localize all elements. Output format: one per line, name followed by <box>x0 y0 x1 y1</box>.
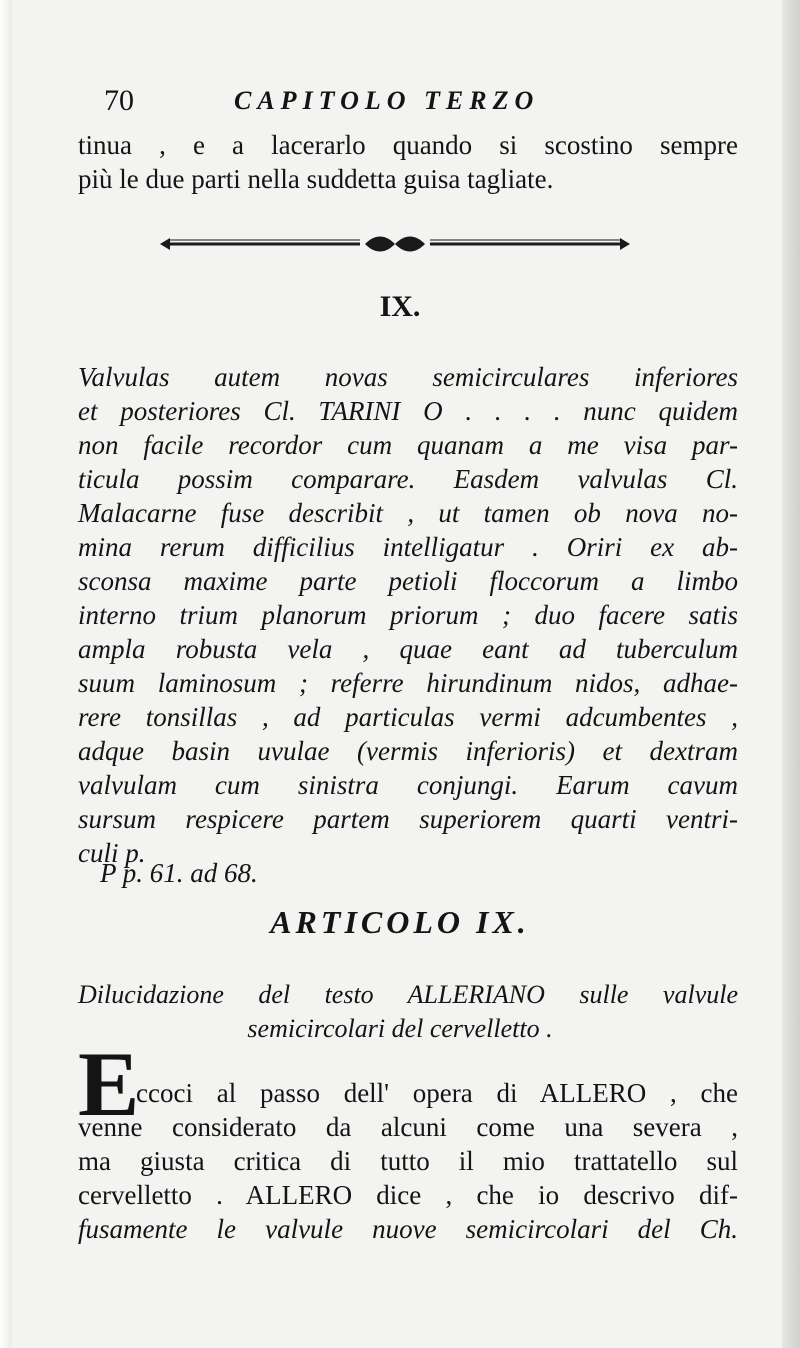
body-line: venne considerato da alcuni come una severa , <box>78 1112 738 1142</box>
page-header <box>104 84 684 124</box>
ornamental-divider <box>160 234 630 254</box>
latin-line: suum laminosum ; referre hirundinum nidos, adhae- <box>78 668 738 698</box>
body-line: cervelletto . ALLERO dice , che io descrivo dif- <box>78 1180 738 1210</box>
body-line: ma giusta critica di tutto il mio trattatello sul <box>78 1146 738 1176</box>
latin-line: sursum respicere partem superiorem quarti ventri- <box>78 804 738 834</box>
latin-line: adque basin uvulae (vermis inferioris) et dextram <box>78 736 738 766</box>
text-line: più le due parti nella suddetta guisa tagliate. <box>78 164 554 194</box>
page-number: 70 <box>104 84 134 117</box>
latin-line: valvulam cum sinistra conjungi. Earum cavum <box>78 770 738 800</box>
latin-line: Valvulas autem novas semicirculares inferiores <box>78 362 738 392</box>
latin-line: sconsa maxime parte petioli floccorum a limbo <box>78 566 738 596</box>
article-subtitle-line: Dilucidazione del testo ALLERIANO sulle valvule <box>78 980 738 1009</box>
latin-line: ampla robusta vela , quae eant ad tuberculum <box>78 634 738 664</box>
drop-cap: E <box>78 1033 140 1135</box>
latin-line: interno trium planorum priorum ; duo facere satis <box>78 600 738 630</box>
page-left-edge <box>0 0 12 1348</box>
text-line: tinua , e a lacerarlo quando si scostino sempre <box>78 130 738 160</box>
running-title: CAPITOLO TERZO <box>234 86 540 115</box>
latin-line: ticula possim comparare. Easdem valvulas Cl. <box>78 464 738 494</box>
article-heading: ARTICOLO IX. <box>270 904 530 940</box>
latin-line: mina rerum difficilius intelligatur . Oriri ex ab- <box>78 532 738 562</box>
article-subtitle-line: semicircolari del cervelletto . <box>247 1014 553 1043</box>
page-right-edge <box>782 0 800 1348</box>
section-number: IX. <box>379 290 421 323</box>
latin-line: non facile recordor cum quanam a me visa par- <box>78 430 738 460</box>
body-line: ccoci al passo dell' opera di ALLERO , che <box>136 1078 738 1108</box>
reference-line: P p. 61. ad 68. <box>100 858 258 888</box>
latin-line: Malacarne fuse describit , ut tamen ob nova no- <box>78 498 738 528</box>
latin-line: rere tonsillas , ad particulas vermi adcumbentes , <box>78 702 738 732</box>
latin-line: et posteriores Cl. TARINI O . . . . nunc quidem <box>78 396 738 426</box>
latin-line: culi p. <box>78 838 146 868</box>
body-line: fusamente le valvule nuove semicircolari del Ch. <box>78 1214 738 1244</box>
